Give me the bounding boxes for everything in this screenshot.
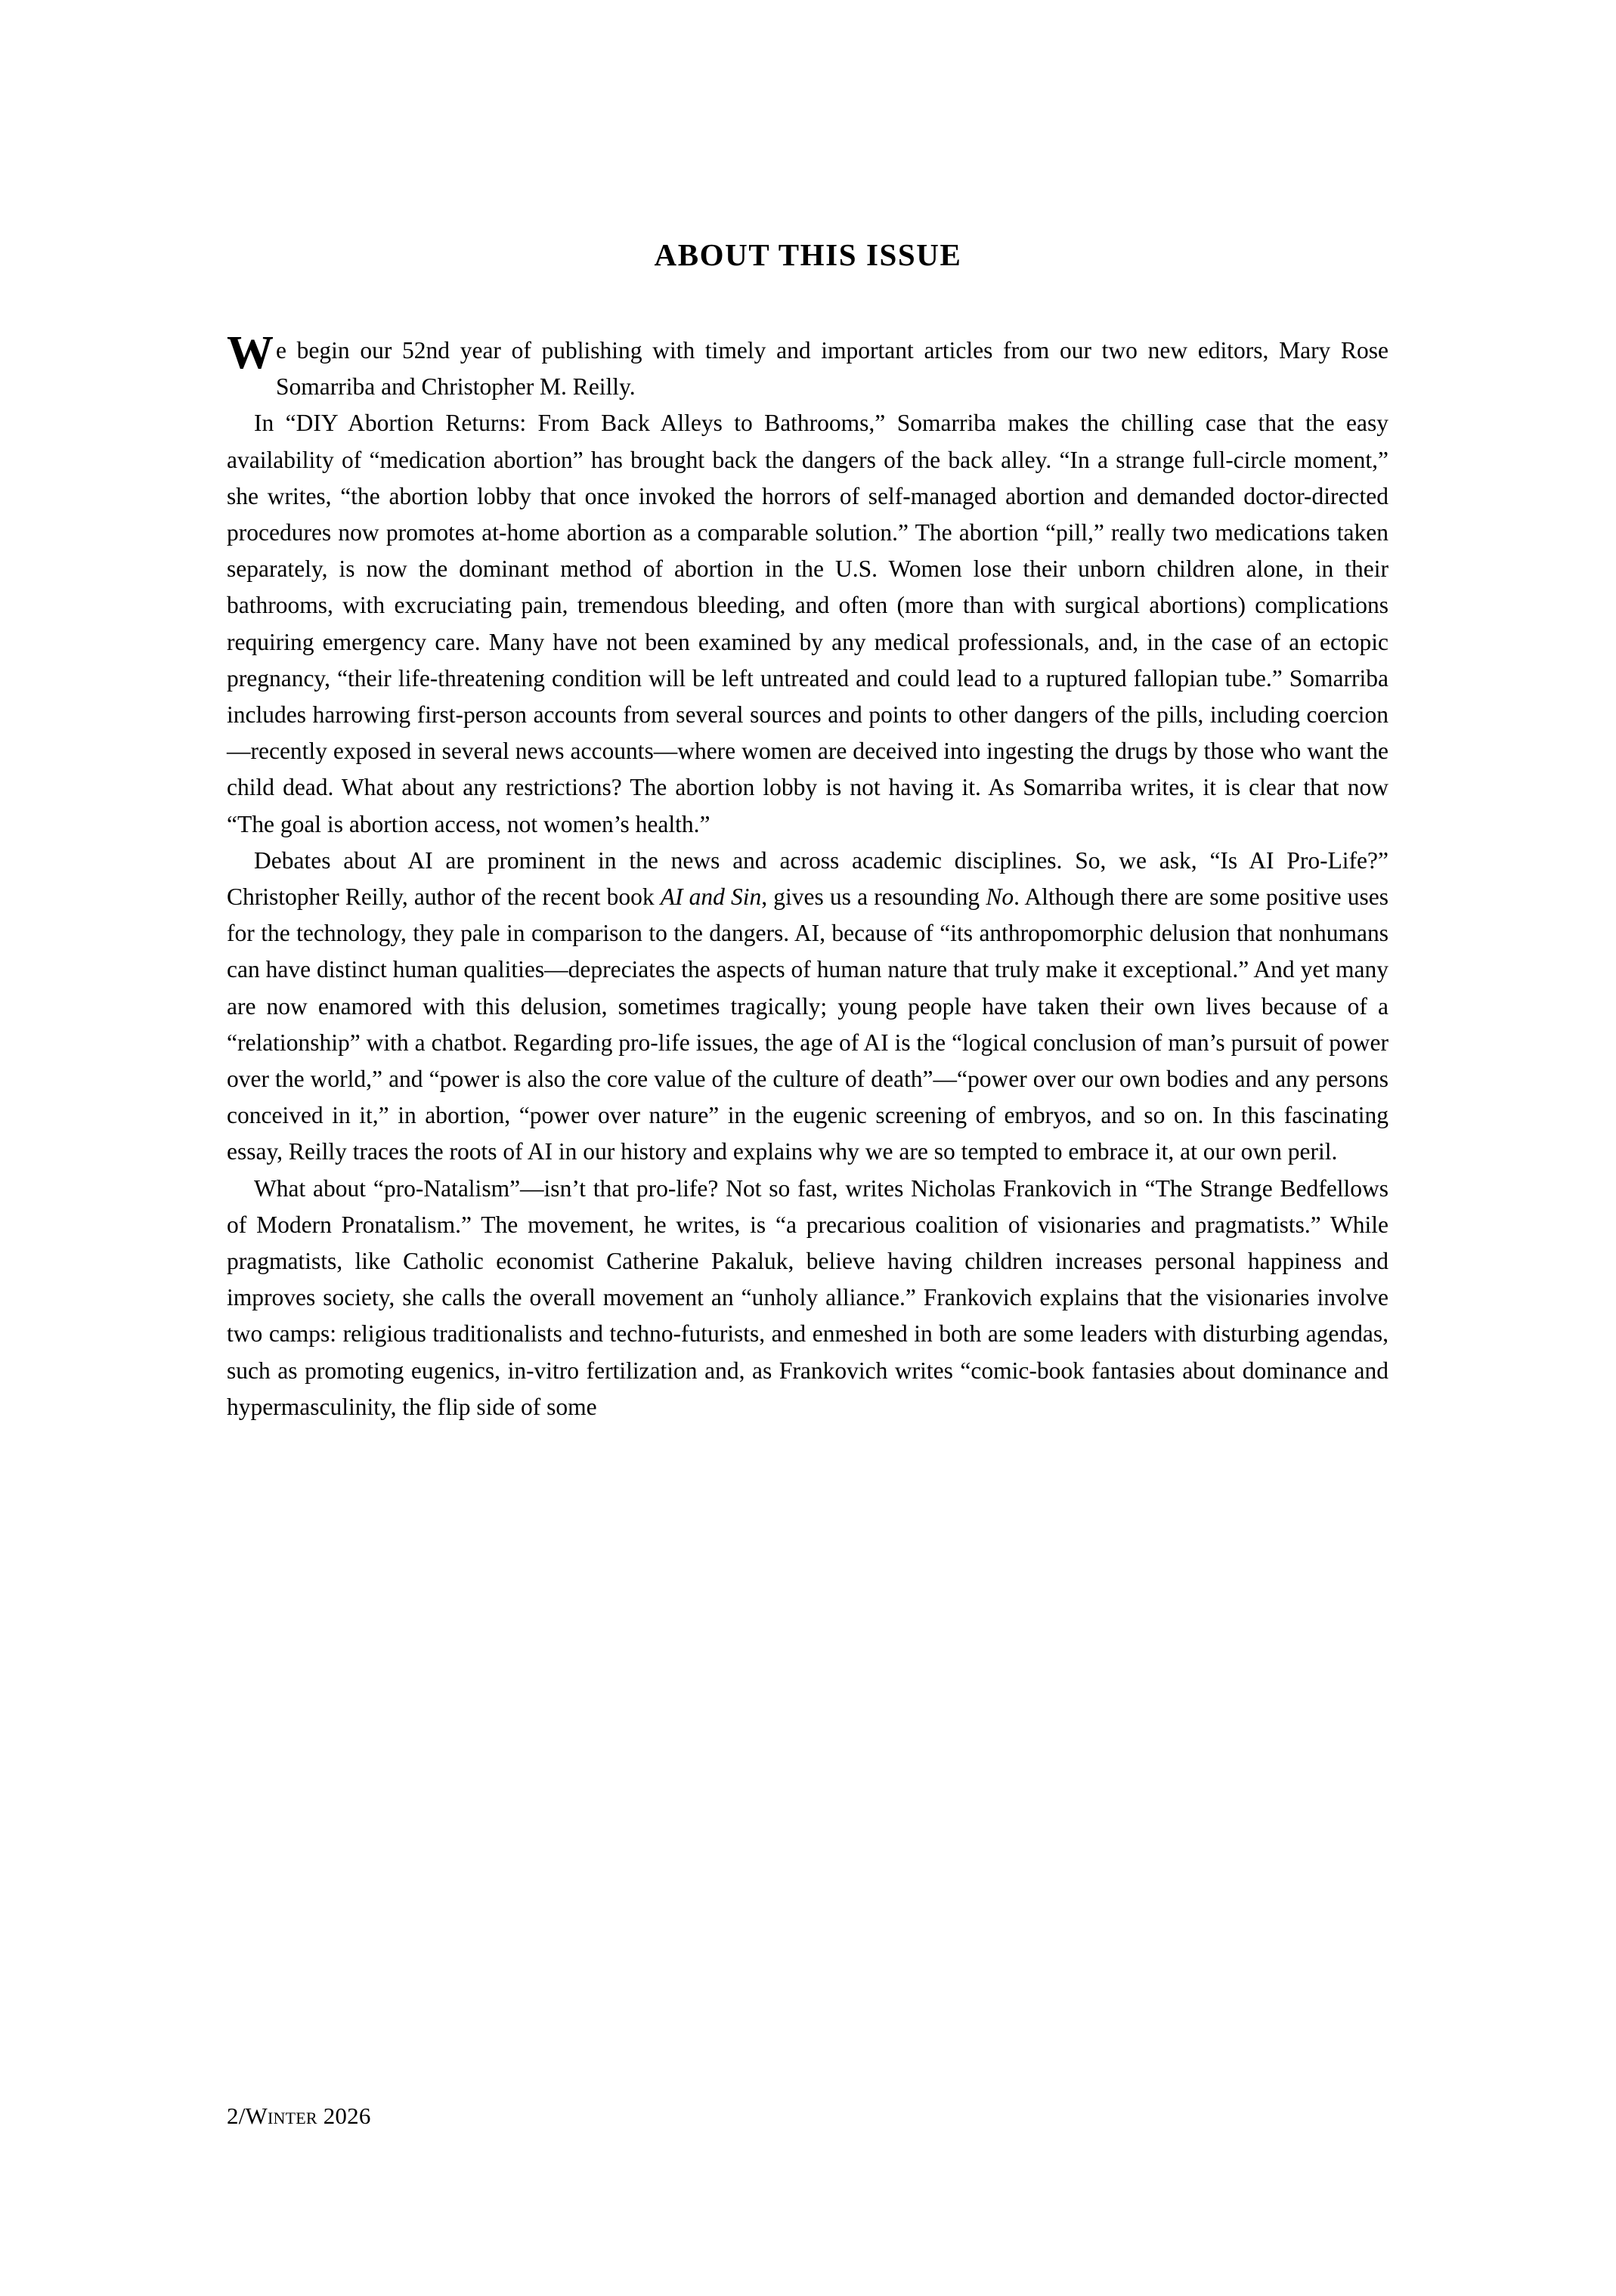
footer-page-number: 2 xyxy=(227,2103,239,2129)
paragraph-p4-pronatalism xyxy=(227,1171,1388,1425)
page-footer xyxy=(227,2103,371,2130)
page-title: ABOUT THIS ISSUE xyxy=(654,237,962,273)
footer-separator: / xyxy=(238,2103,246,2129)
paragraph-p2-diy-abortion xyxy=(227,405,1388,842)
text-run: Debates about AI are prominent in the news and across academic disciplines. So, we ask, “Is AI Pro-Life?” Christopher Reilly, author of the recent book xyxy=(227,846,1388,911)
footer-issue-season: Winter xyxy=(245,2103,317,2129)
text-run: What about “pro-Natalism”—isn’t that pro-life? Not so fast, writes Nicholas Frankovich in “The Strange Bedfellows of Modern Pronatalism.” The movement, he writes, is “a precarious coalition of visionaries and pragmatists.” While pragmatists, like Catholic economist Catherine Pakaluk, believe having children increases personal happiness and improves society, she calls the overall movement an “unholy alliance.” Frankovich explains that the visionaries involve two camps: religious traditionalists and techno-futurists, and enmeshed in both are some leaders with disturbing agendas, such as promoting eugenics, in-vitro fertilization and, as Frankovich writes “comic-book fantasies about dominance and hypermasculinity, the flip side of some xyxy=(227,1174,1388,1420)
text-run: . Although there are some positive uses for the technology, they pale in comparison to the dangers. AI, because of “its anthropomorphic delusion that nonhumans can have distinct human qualities—depreciates the aspects of human nature that truly make it exceptional.” And yet many are now enamored with this delusion, sometimes tragically; young people have taken their own lives because of a “relationship” with a chatbot. Regarding pro-life issues, the age of AI is the “logical conclusion of man’s pursuit of power over the world,” and “power is also the core value of the culture of death”—“power over our own bodies and any persons conceived in it,” in abortion, “power over nature” in the eugenic screening of embryos, and so on. In this fascinating essay, Reilly traces the roots of AI in our history and explains why we are so tempted to embrace it, at our own peril. xyxy=(227,883,1388,1165)
text-run: In “DIY Abortion Returns: From Back Alleys to Bathrooms,” Somarriba makes the chilling case that the easy availability of “medication abortion” has brought back the dangers of the back alley. “In a strange full-circle moment,” she writes, “the abortion lobby that once invoked the horrors of self-managed abortion and demanded doctor-directed procedures now promotes at-home abortion as a comparable solution.” The abortion “pill,” really two medications taken separately, is now the dominant method of abortion in the U.S. Women lose their unborn children alone, in their bathrooms, with excruciating pain, tremendous bleeding, and often (more than with surgical abortions) complications requiring emergency care. Many have not been examined by any medical professionals, and, in the case of an ectopic pregnancy, “their life-threatening condition will be left untreated and could lead to a ruptured fallopian tube.” Somarriba includes harrowing first-person accounts from several sources and points to other dangers of the pills, including coercion—recently exposed in several news accounts—where women are deceived into ingesting the drugs by those who want the child dead. What about any restrictions? The abortion lobby is not having it. As Somarriba writes, it is clear that now “The goal is abortion access, not women’s health.” xyxy=(227,410,1388,837)
text-run: e begin our 52nd year of publishing with timely and important articles from our two new editors, Mary Rose Somarriba and Christopher M. Reilly. xyxy=(276,337,1388,401)
text-run: , gives us a resounding xyxy=(761,883,986,911)
paragraph-p1-welcome xyxy=(227,327,1388,405)
italic-run: AI and Sin xyxy=(660,883,762,911)
drop-cap: W xyxy=(227,327,274,379)
article-body xyxy=(227,327,1388,1425)
italic-run: No xyxy=(986,883,1014,911)
paragraph-p3-is-ai-pro-life xyxy=(227,843,1388,1171)
footer-issue-year: 2026 xyxy=(323,2103,371,2129)
